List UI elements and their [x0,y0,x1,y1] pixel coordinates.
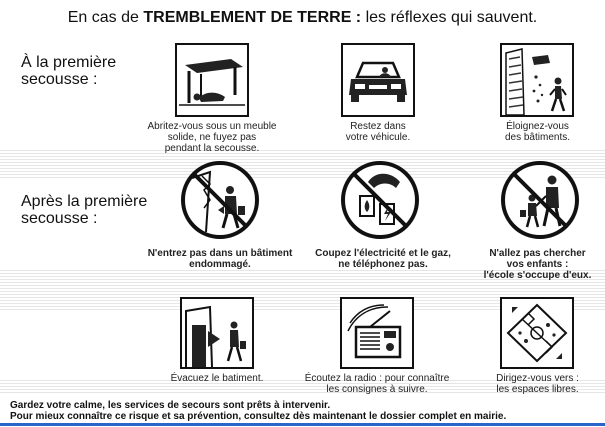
open-space-icon [500,297,574,369]
section-after-shock: Après la première secousse : [21,193,148,227]
page-title: En cas de TREMBLEMENT DE TERRE : les réflexes qui sauvent. [67,9,538,26]
caption-shelter: Abritez-vous sous un meuble solide, ne fuyez pas pendant la secousse. [147,121,277,154]
table-shelter-icon [175,43,249,117]
no-fetch-children-icon [500,160,580,240]
caption-radio: Écoutez la radio : pour connaître les consignes à suivre. [304,373,450,395]
caption-cut-utilities: Coupez l'électricité et le gaz, ne téléphonez pas. [315,248,451,270]
caption-no-fetch: N'allez pas chercher vos enfants : l'école s'occupe d'eux. [483,248,592,281]
radio-icon [340,297,414,369]
caption-open-space: Dirigez-vous vers : les espaces libres. [496,373,579,395]
section-first-shock: À la première secousse : [21,54,117,88]
no-gas-electricity-phone-icon [340,160,420,240]
caption-no-enter: N'entrez pas dans un bâtiment endommagé. [147,248,293,270]
evacuate-building-icon [180,297,254,369]
caption-car: Restez dans votre véhicule. [345,121,411,143]
car-icon [341,43,415,117]
no-enter-building-icon [180,160,260,240]
caption-walk-away: Éloignez-vous des bâtiments. [504,121,571,143]
footer-note: Gardez votre calme, les services de secours sont prêts à intervenir. Pour mieux connaître ce risque et sa prévention, consultez dès maintenant le dossier complet en mairie. [10,400,507,422]
building-walk-away-icon [500,43,574,117]
caption-evacuate: Évacuez le batiment. [170,373,264,384]
bottom-rule [0,423,605,426]
